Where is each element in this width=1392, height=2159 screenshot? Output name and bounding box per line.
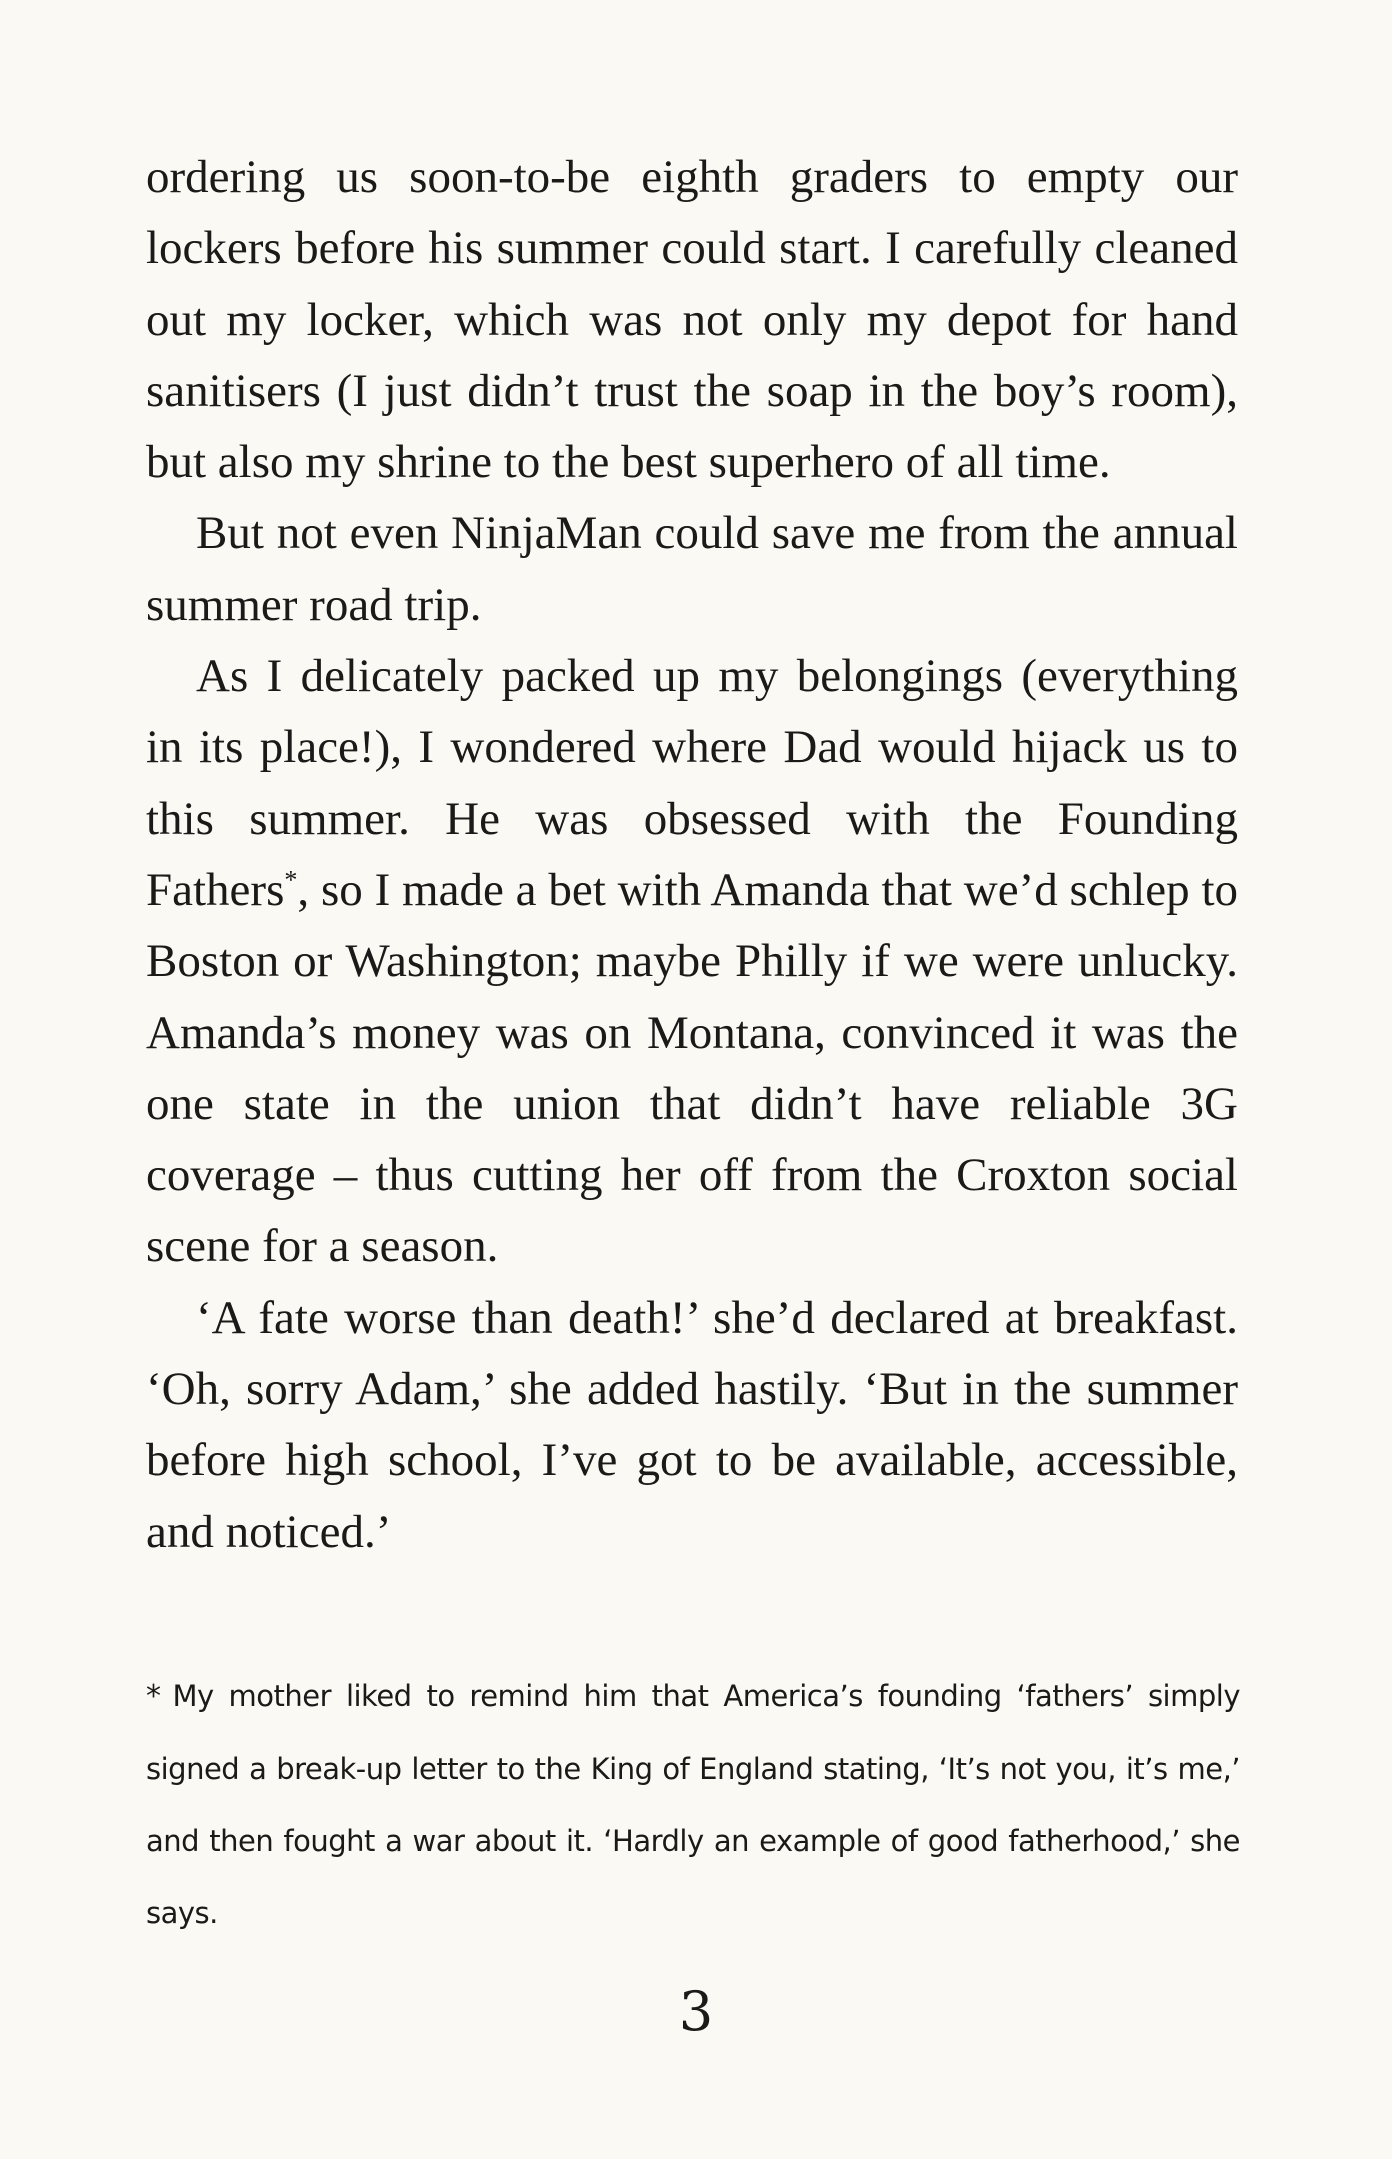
paragraph-4: ‘A fate worse than death!’ she’d declared at breakfast. ‘Oh, sorry Adam,’ she added hastily. ‘But in the summer before high school, I’ve got to be available, accessible, and noticed.’ (146, 1291, 1238, 1558)
page-number: 3 (678, 1980, 714, 2043)
footnote-marker: * (146, 1679, 161, 1714)
footnote-reference: * (284, 865, 298, 895)
body-text (146, 142, 1238, 1568)
paragraph-3-start: As I delicately packed up my belongings (everything in its place!), I wondered where Dad would hijack us to this summer. He was obsessed with the Founding (146, 650, 1238, 845)
paragraph-1: ordering us soon-to-be eighth graders to empty our lockers before his summer could start. I carefully cleaned out my locker, which was not only my depot for hand sanitisers (I just didn’t trust the soap in the boy’s room), but also my shrine to the best superhero of all time. (146, 151, 1238, 489)
paragraph-3-rest: , so I made a bet with Amanda that we’d schlep to Boston or Washington; maybe Philly if we were unlucky. Amanda’s money was on Montana, convinced it was the one state in the union that didn’t have reliable 3G coverage – thus cutting her off from the Croxton social scene for a season. (146, 863, 1238, 1273)
footnote (146, 1660, 1240, 1949)
paragraph-3-fathers: Fathers (146, 863, 285, 916)
paragraph-3 (146, 641, 1238, 1283)
footnote-text: My mother liked to remind him that America’s founding ‘fathers’ simply signed a break-up letter to the King of England stating, ‘It’s not you, it’s me,’ and then fought a war about it. ‘Hardly an example of good fatherhood,’ she says. (146, 1679, 1240, 1930)
paragraph-2: But not even NinjaMan could save me from the annual summer road trip. (146, 507, 1238, 631)
